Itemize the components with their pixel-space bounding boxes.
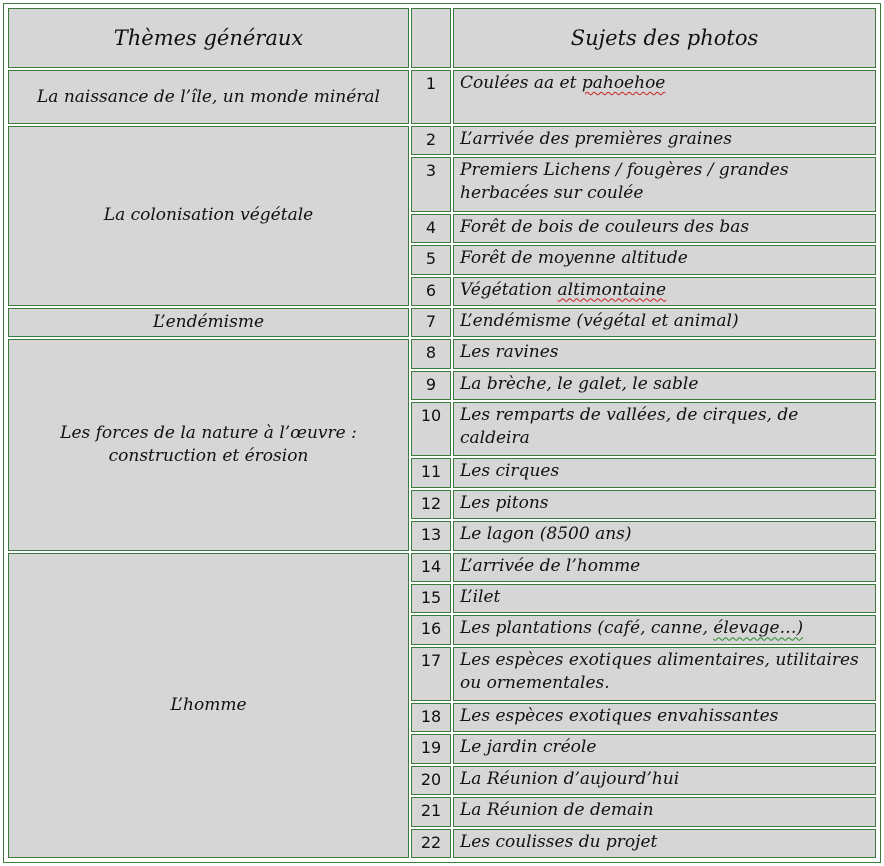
- subject-cell: L’arrivée de l’homme: [453, 553, 876, 582]
- theme-vegetation: La colonisation végétale: [8, 126, 409, 306]
- subject-cell: Les plantations (café, canne, élevage…): [453, 615, 876, 644]
- row-number: 15: [411, 584, 451, 613]
- row-number: 21: [411, 797, 451, 826]
- spellcheck-mark: pahoehoe: [581, 73, 666, 93]
- subject-cell: Premiers Lichens / fougères / grandes herbacées sur coulée: [453, 157, 876, 211]
- table-row: [8, 126, 876, 155]
- table-row: [8, 70, 876, 124]
- table-row: [8, 308, 876, 337]
- subject-cell: La brèche, le galet, le sable: [453, 371, 876, 400]
- grammar-mark: élevage…): [713, 618, 804, 639]
- row-number: 13: [411, 521, 451, 550]
- subject-cell: L’endémisme (végétal et animal): [453, 308, 876, 337]
- row-number: 18: [411, 703, 451, 732]
- row-number: 20: [411, 766, 451, 795]
- subject-cell: Végétation altimontaine: [453, 277, 876, 306]
- header-subjects: Sujets des photos: [453, 8, 876, 68]
- photo-themes-table: [6, 6, 878, 860]
- subject-cell: La Réunion de demain: [453, 797, 876, 826]
- subject-cell: Les ravines: [453, 339, 876, 368]
- subject-cell: Les coulisses du projet: [453, 829, 876, 858]
- row-number: 3: [411, 157, 451, 211]
- subject-cell: Forêt de moyenne altitude: [453, 245, 876, 274]
- subject-cell: L’ilet: [453, 584, 876, 613]
- row-number: 1: [411, 70, 451, 124]
- theme-endemism: L’endémisme: [8, 308, 409, 337]
- header-number: [411, 8, 451, 68]
- row-number: 4: [411, 214, 451, 243]
- row-number: 7: [411, 308, 451, 337]
- row-number: 9: [411, 371, 451, 400]
- theme-mineral: La naissance de l’île, un monde minéral: [8, 70, 409, 124]
- row-number: 5: [411, 245, 451, 274]
- subject-cell: La Réunion d’aujourd’hui: [453, 766, 876, 795]
- row-number: 6: [411, 277, 451, 306]
- subject-cell: Les espèces exotiques alimentaires, utilitaires ou ornementales.: [453, 647, 876, 701]
- row-number: 22: [411, 829, 451, 858]
- subject-cell: Le lagon (8500 ans): [453, 521, 876, 550]
- spellcheck-mark: altimontaine: [557, 279, 667, 300]
- theme-man: L’homme: [8, 553, 409, 858]
- row-number: 2: [411, 126, 451, 155]
- row-number: 12: [411, 490, 451, 519]
- subject-cell: Le jardin créole: [453, 734, 876, 763]
- subject-cell: Forêt de bois de couleurs des bas: [453, 214, 876, 243]
- subject-cell: Les cirques: [453, 458, 876, 487]
- row-number: 14: [411, 553, 451, 582]
- theme-forces: Les forces de la nature à l’œuvre : construction et érosion: [8, 339, 409, 550]
- row-number: 19: [411, 734, 451, 763]
- table-row: [8, 339, 876, 368]
- table-frame: [3, 3, 881, 863]
- row-number: 10: [411, 402, 451, 456]
- subject-cell: Les espèces exotiques envahissantes: [453, 703, 876, 732]
- row-number: 8: [411, 339, 451, 368]
- subject-cell: Les pitons: [453, 490, 876, 519]
- header-row: [8, 8, 876, 68]
- subject-cell: Les remparts de vallées, de cirques, de caldeira: [453, 402, 876, 456]
- subject-cell: L’arrivée des premières graines: [453, 126, 876, 155]
- row-number: 16: [411, 615, 451, 644]
- table-row: [8, 553, 876, 582]
- subject-cell: Coulées aa et pahoehoe: [453, 70, 876, 124]
- row-number: 11: [411, 458, 451, 487]
- row-number: 17: [411, 647, 451, 701]
- header-themes: Thèmes généraux: [8, 8, 409, 68]
